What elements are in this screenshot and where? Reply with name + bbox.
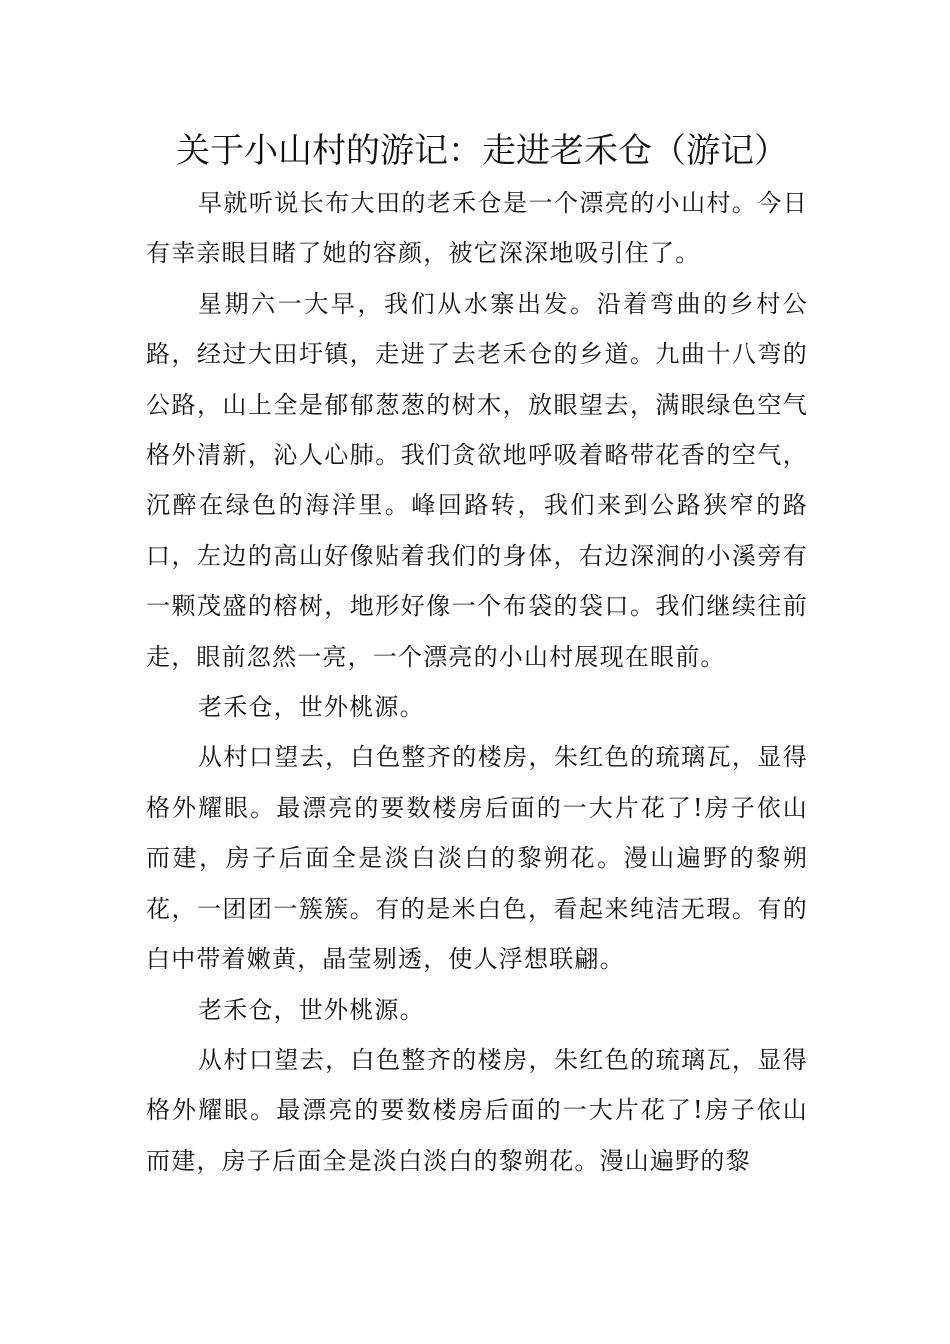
paragraph-village-view-repeat: 从村口望去，白色整齐的楼房，朱红色的琉璃瓦，显得格外耀眼。最漂亮的要数楼房后面的一大片花了!房子依山而建，房子后面全是淡白淡白的黎朔花。漫山遍野的黎 xyxy=(146,1045,808,1175)
paragraph-intro: 早就听说长布大田的老禾仓是一个漂亮的小山村。今日有幸亲眼目睹了她的容颜，被它深深地吸引住了。 xyxy=(146,189,808,268)
document-body xyxy=(146,178,808,1186)
paragraph-heading-2: 老禾仓，世外桃源。 xyxy=(198,995,425,1024)
paragraph-village-view: 从村口望去，白色整齐的楼房，朱红色的琉璃瓦，显得格外耀眼。最漂亮的要数楼房后面的一大片花了!房子依山而建，房子后面全是淡白淡白的黎朔花。漫山遍野的黎朔花，一团团一簇簇。有的是米白色，看起来纯洁无瑕。有的白中带着嫩黄，晶莹剔透，使人浮想联翩。 xyxy=(146,743,808,974)
paragraph-heading-1: 老禾仓，世外桃源。 xyxy=(198,693,425,722)
paragraph-journey: 星期六一大早，我们从水寨出发。沿着弯曲的乡村公路，经过大田圩镇，走进了去老禾仓的乡道。九曲十八弯的公路，山上全是郁郁葱葱的树木，放眼望去，满眼绿色空气格外清新，沁人心肺。我们贪欲地呼吸着略带花香的空气，沉醉在绿色的海洋里。峰回路转，我们来到公路狭窄的路口，左边的高山好像贴着我们的身体，右边深涧的小溪旁有一颗茂盛的榕树，地形好像一个布袋的袋口。我们继续往前走，眼前忽然一亮，一个漂亮的小山村展现在眼前。 xyxy=(146,289,808,671)
document-title: 关于小山村的游记：走进老禾仓（游记） xyxy=(176,131,788,171)
